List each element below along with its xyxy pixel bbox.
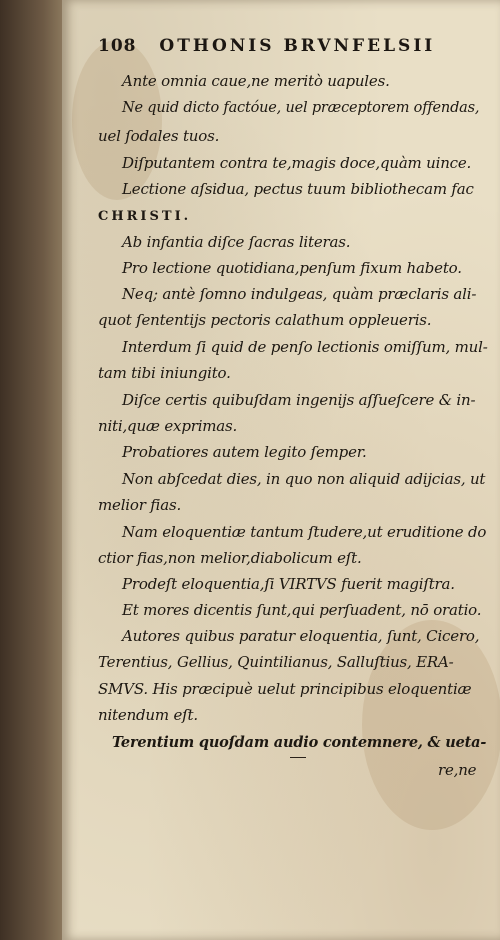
text-line: tam tibi iniungito.	[98, 364, 231, 382]
text-line: Ante omnia caue,ne meritò uapules.	[122, 72, 390, 90]
text-line: Nam eloquentiæ tantum ſtudere,ut eruditione do	[122, 523, 487, 541]
text-line: uel ſodales tuos.	[98, 127, 220, 145]
running-header	[98, 36, 488, 56]
text-line: Ne quid dicto factóue, uel præceptorem offendas,	[122, 100, 480, 116]
text-line: Neq; antè ſomno indulgeas, quàm præclaris ali-	[122, 285, 477, 303]
text-line: niti,quæ exprimas.	[98, 417, 238, 435]
text-line: Autores quibus paratur eloquentia, ſunt, Cicero,	[122, 627, 480, 645]
text-line: Diſce certis quibuſdam ingenijs aſſueſcere & in-	[122, 391, 476, 409]
catchword: re,ne	[438, 761, 477, 779]
text-line: Lectione aſsidua, pectus tuum bibliothecam fac	[122, 180, 474, 198]
text-line: quot ſententijs pectoris calathum oppleueris.	[98, 311, 432, 329]
text-line: Pro lectione quotidiana,penſum fixum habeto.	[122, 259, 462, 277]
text-line: Terentius, Gellius, Quintilianus, Salluſtius, ERA-	[98, 653, 454, 671]
text-line: nitendum eſt.	[98, 706, 198, 724]
book-binding	[0, 0, 62, 940]
printer-rule	[290, 757, 306, 758]
text-line: Non abſcedat dies, in quo non aliquid adijcias, ut	[122, 470, 486, 488]
text-line: Probatiores autem legito ſemper.	[122, 443, 367, 461]
running-title: OTHONIS BRVNFELSII	[159, 36, 436, 56]
paper-stain	[362, 620, 500, 830]
text-line: Interdum ſi quid de penſo lectionis omiſſum, mul-	[122, 338, 488, 356]
paper-stain	[72, 40, 162, 200]
text-line: Terentium quoſdam audio contemnere, & ueta-	[112, 734, 487, 751]
text-line: melior fias.	[98, 496, 182, 514]
text-line: Et mores dicentis ſunt,qui perſuadent, nō oratio.	[122, 601, 482, 619]
text-line: CHRISTI.	[98, 209, 192, 224]
text-line: SMVS. His præcipuè uelut principibus eloquentiæ	[98, 680, 472, 698]
text-line: Ab infantia diſce ſacras literas.	[122, 233, 351, 251]
text-line: Prodeſt eloquentia,ſi VIRTVS fuerit magiſtra.	[122, 575, 455, 593]
page-number: 108	[98, 36, 137, 56]
text-line: Diſputantem contra te,magis doce,quàm uince.	[122, 154, 472, 172]
text-line: ctior fias,non melior,diabolicum eſt.	[98, 549, 362, 567]
